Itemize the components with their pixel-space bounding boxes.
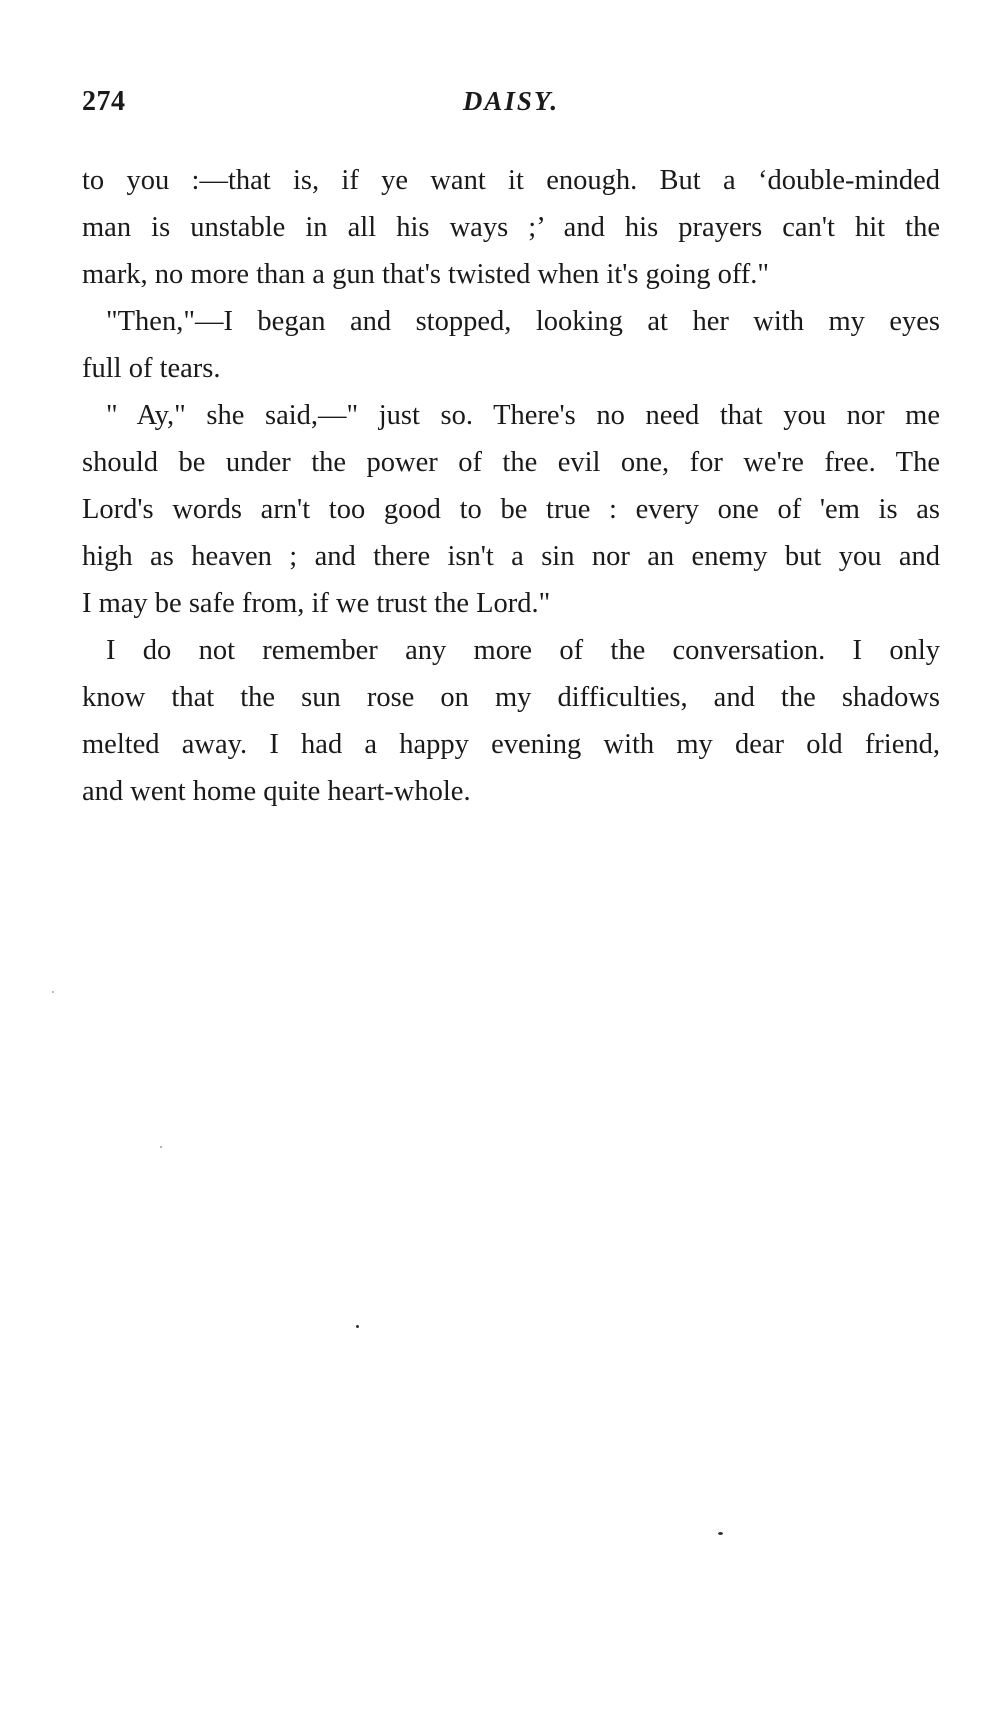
- paragraph: [82, 157, 940, 298]
- text-line: Lord's words arn't too good to be true : every one of 'em is as: [82, 494, 940, 525]
- text-line: should be under the power of the evil one, for we're free. The: [82, 447, 940, 478]
- paragraph: [82, 298, 940, 392]
- running-title: DAISY.: [462, 86, 560, 116]
- running-head: [82, 86, 940, 126]
- text-line: man is unstable in all his ways ;’ and his prayers can't hit the: [82, 212, 940, 243]
- text-line: melted away. I had a happy evening with my dear old friend,: [82, 729, 940, 760]
- text-line: I may be safe from, if we trust the Lord.": [82, 588, 551, 619]
- paragraph: [82, 627, 940, 815]
- text-line: and went home quite heart-whole.: [82, 776, 471, 807]
- text-line: "Then,"—I began and stopped, looking at her with my eyes: [106, 306, 940, 337]
- text-line: full of tears.: [82, 353, 221, 384]
- text-line: " Ay," she said,—" just so. There's no need that you nor me: [106, 400, 940, 431]
- paper-speck: [718, 1532, 723, 1535]
- paper-speck: [160, 1146, 162, 1148]
- paper-speck: [356, 1325, 359, 1328]
- text-line: high as heaven ; and there isn't a sin nor an enemy but you and: [82, 541, 940, 572]
- text-line: to you :—that is, if ye want it enough. But a ‘double-minded: [82, 165, 940, 196]
- paragraph: [82, 392, 940, 627]
- body-text: [82, 157, 940, 815]
- text-line: I do not remember any more of the conversation. I only: [106, 635, 940, 666]
- paper-speck: [52, 991, 54, 993]
- page-number: 274: [82, 86, 126, 117]
- text-line: know that the sun rose on my difficulties, and the shadows: [82, 682, 940, 713]
- text-line: mark, no more than a gun that's twisted when it's going off.": [82, 259, 770, 290]
